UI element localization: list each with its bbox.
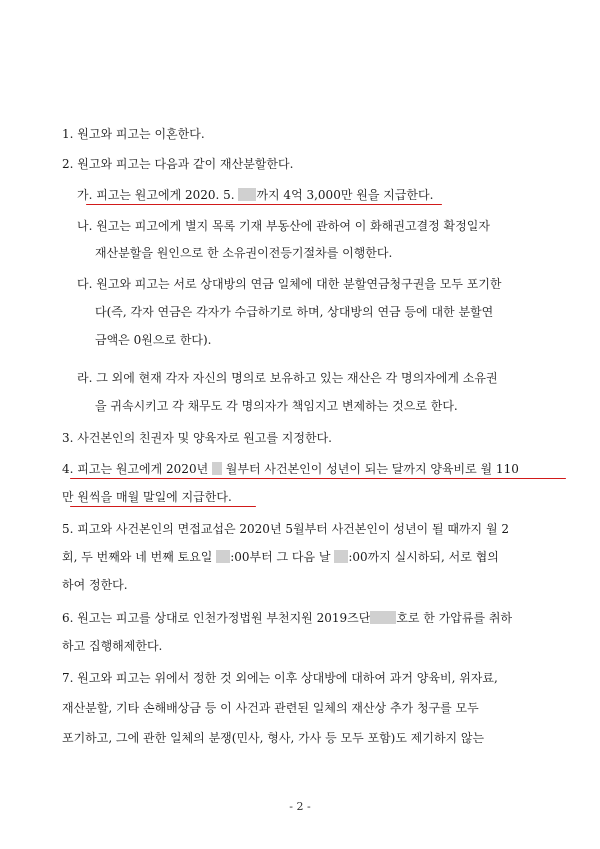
item-2-ga (77, 187, 433, 203)
item-5-line1: 5. 피고와 사건본인의 면접교섭은 2020년 5월부터 사건본인이 성년이 될 때까지 월 2 (62, 522, 509, 536)
redaction-block (212, 462, 222, 475)
item-5-line3: 하여 정한다. (62, 578, 128, 592)
item-7-line3: 포기하고, 그에 관한 일체의 분쟁(민사, 형사, 가사 등 모두 포함)도 제기하지 않는 (62, 731, 485, 745)
item-2-da-line1: 다. 원고와 피고는 서로 상대방의 연금 일체에 대한 분할연금청구권을 모두 포기한 (77, 277, 502, 291)
item-4-text-a: 4. 피고는 원고에게 2020년 (62, 462, 212, 476)
item-2-ga-text-b: 까지 4억 3,000만 원을 지급한다. (256, 188, 434, 202)
red-underline (70, 506, 256, 507)
item-5-line2 (62, 549, 499, 565)
item-6-text-a: 6. 원고는 피고를 상대로 인천가정법원 부천지원 2019즈단 (62, 611, 371, 625)
redaction-block (334, 550, 348, 563)
item-4-line2: 만 원씩을 매월 말일에 지급한다. (62, 490, 232, 504)
item-2-ga-text-a: 가. 피고는 원고에게 2020. 5. (77, 188, 239, 202)
redaction-block (238, 188, 256, 201)
item-5-text-c: :00까지 실시하되, 서로 협의 (348, 550, 499, 564)
item-5-text-b: :00부터 그 다음 날 (230, 550, 335, 564)
item-5-text-a: 회, 두 번째와 네 번째 토요일 (62, 550, 217, 564)
item-2: 2. 원고와 피고는 다음과 같이 재산분할한다. (62, 157, 294, 171)
item-2-ra-line2: 을 귀속시키고 각 채무도 각 명의자가 책임지고 변제하는 것으로 한다. (95, 399, 458, 413)
item-3: 3. 사건본인의 친권자 및 양육자로 원고를 지정한다. (62, 431, 332, 445)
item-4-text-b: 월부터 사건본인이 성년이 되는 달까지 양육비로 월 110 (221, 462, 519, 476)
redaction-block (370, 611, 396, 624)
red-underline (70, 478, 566, 479)
item-2-na-line2: 재산분할을 원인으로 한 소유권이전등기절차를 이행한다. (95, 246, 393, 260)
red-underline (86, 204, 442, 205)
item-6-line2: 하고 집행해제한다. (62, 639, 163, 653)
item-6-text-b: 호로 한 가압류를 취하 (396, 611, 513, 625)
item-2-na-line1: 나. 원고는 피고에게 별지 목록 기재 부동산에 관하여 이 화해권고결정 확정일자 (77, 219, 490, 233)
redaction-block (216, 550, 230, 563)
item-2-da-line2: 다(즉, 각자 연금은 각자가 수급하기로 하며, 상대방의 연금 등에 대한 분할연 (95, 305, 494, 319)
page-number: - 2 - (289, 800, 311, 813)
item-2-da-line3: 금액은 0원으로 한다). (95, 333, 212, 347)
item-4-line1 (62, 461, 519, 477)
item-7-line2: 재산분할, 기타 손해배상금 등 이 사건과 관련된 일체의 재산상 추가 청구를 모두 (62, 701, 479, 715)
item-2-ra-line1: 라. 그 외에 현재 각자 자신의 명의로 보유하고 있는 재산은 각 명의자에게 소유권 (77, 371, 498, 385)
item-6-line1 (62, 610, 512, 626)
item-7-line1: 7. 원고와 피고는 위에서 정한 것 외에는 이후 상대방에 대하여 과거 양육비, 위자료, (62, 671, 498, 685)
item-1: 1. 원고와 피고는 이혼한다. (62, 127, 205, 141)
